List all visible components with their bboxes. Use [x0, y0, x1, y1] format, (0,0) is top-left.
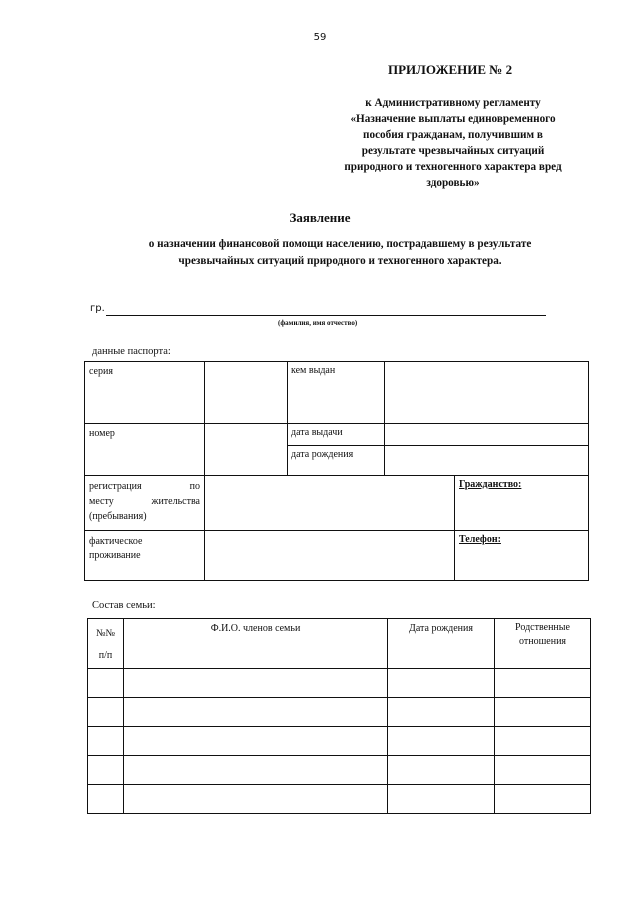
- family-name-cell[interactable]: [124, 698, 388, 727]
- registration-label-word: месту: [89, 496, 114, 507]
- table-row: [88, 756, 591, 785]
- registration-label-word: жительства: [151, 496, 200, 507]
- appendix-subtitle-line: «Назначение выплаты единовременного: [350, 113, 556, 125]
- family-relation-header: [495, 619, 591, 669]
- family-relation-cell[interactable]: [495, 785, 591, 814]
- family-num-cell[interactable]: [88, 727, 124, 756]
- appendix-subtitle-line: к Административному регламенту: [365, 97, 541, 109]
- family-num-header: [88, 619, 124, 669]
- family-name-cell[interactable]: [124, 756, 388, 785]
- family-num-cell[interactable]: [88, 669, 124, 698]
- family-birth-cell[interactable]: [388, 756, 495, 785]
- birth-date-field[interactable]: [385, 446, 588, 475]
- family-birth-header-text: Дата рождения: [409, 623, 473, 634]
- table-row: [88, 785, 591, 814]
- family-birth-cell[interactable]: [388, 669, 495, 698]
- passport-series-label: серия: [89, 366, 113, 377]
- appendix-subtitle-line: пособия гражданам, получившим в: [363, 129, 543, 141]
- document-title: Заявление: [289, 210, 351, 225]
- registration-label-word: по: [189, 481, 200, 492]
- family-name-header: [124, 619, 388, 669]
- appendix-subtitle-line: здоровью»: [426, 177, 480, 189]
- document-description-line: о назначении финансовой помощи населению, пострадавшему в результате: [148, 238, 532, 250]
- passport-issued-by-field[interactable]: [385, 362, 588, 423]
- family-table: [87, 618, 591, 814]
- family-name-cell[interactable]: [124, 669, 388, 698]
- family-table-header: [88, 619, 591, 669]
- family-birth-cell[interactable]: [388, 727, 495, 756]
- appendix-subtitle-line: природного и техногенного характера вред: [344, 161, 562, 173]
- family-birth-header: [388, 619, 495, 669]
- registration-label-line: (пребывания): [89, 511, 147, 522]
- actual-residence-label: [89, 535, 142, 563]
- passport-number-label: номер: [89, 428, 115, 439]
- family-name-cell[interactable]: [124, 727, 388, 756]
- family-name-cell[interactable]: [124, 785, 388, 814]
- actual-residence-label-line: проживание: [89, 550, 141, 561]
- actual-residence-label-line: фактическое: [89, 536, 143, 547]
- passport-section-label: данные паспорта:: [92, 346, 171, 357]
- family-birth-cell[interactable]: [388, 785, 495, 814]
- citizenship-label: Гражданство:: [459, 479, 522, 490]
- phone-label: Телефон:: [459, 534, 501, 545]
- table-row: [88, 727, 591, 756]
- family-relation-cell[interactable]: [495, 698, 591, 727]
- family-relation-cell[interactable]: [495, 727, 591, 756]
- family-num-header-line: п/п: [98, 650, 113, 661]
- page-number: 59: [313, 32, 327, 43]
- applicant-prefix: гр.: [90, 303, 105, 314]
- family-section-label: Состав семьи:: [92, 600, 156, 611]
- family-num-cell[interactable]: [88, 698, 124, 727]
- appendix-title: ПРИЛОЖЕНИЕ № 2: [388, 62, 513, 77]
- family-relation-cell[interactable]: [495, 669, 591, 698]
- document-description-line: чрезвычайных ситуаций природного и техногенного характера.: [178, 255, 502, 267]
- passport-number-field[interactable]: [205, 424, 287, 475]
- family-birth-cell[interactable]: [388, 698, 495, 727]
- family-name-header-text: Ф.И.О. членов семьи: [210, 623, 301, 634]
- family-relation-cell[interactable]: [495, 756, 591, 785]
- appendix-subtitle-line: результате чрезвычайных ситуаций: [361, 145, 545, 157]
- registration-address-field[interactable]: [205, 476, 454, 530]
- family-num-cell[interactable]: [88, 756, 124, 785]
- passport-issued-by-label: кем выдан: [291, 365, 336, 376]
- passport-series-field[interactable]: [205, 362, 287, 423]
- family-relation-header-line: отношения: [518, 636, 567, 647]
- passport-issue-date-field[interactable]: [385, 424, 588, 445]
- registration-label: [89, 479, 200, 524]
- registration-label-word: регистрация: [89, 481, 142, 492]
- family-num-cell[interactable]: [88, 785, 124, 814]
- family-relation-header-line: Родственные: [515, 622, 570, 633]
- table-row: [88, 669, 591, 698]
- actual-residence-field[interactable]: [205, 531, 454, 580]
- birth-date-label: дата рождения: [291, 449, 354, 460]
- family-num-header-line: №№: [95, 628, 116, 639]
- applicant-hint: (фамилия, имя отчество): [278, 319, 358, 327]
- passport-issue-date-label: дата выдачи: [291, 427, 343, 438]
- table-row: [88, 698, 591, 727]
